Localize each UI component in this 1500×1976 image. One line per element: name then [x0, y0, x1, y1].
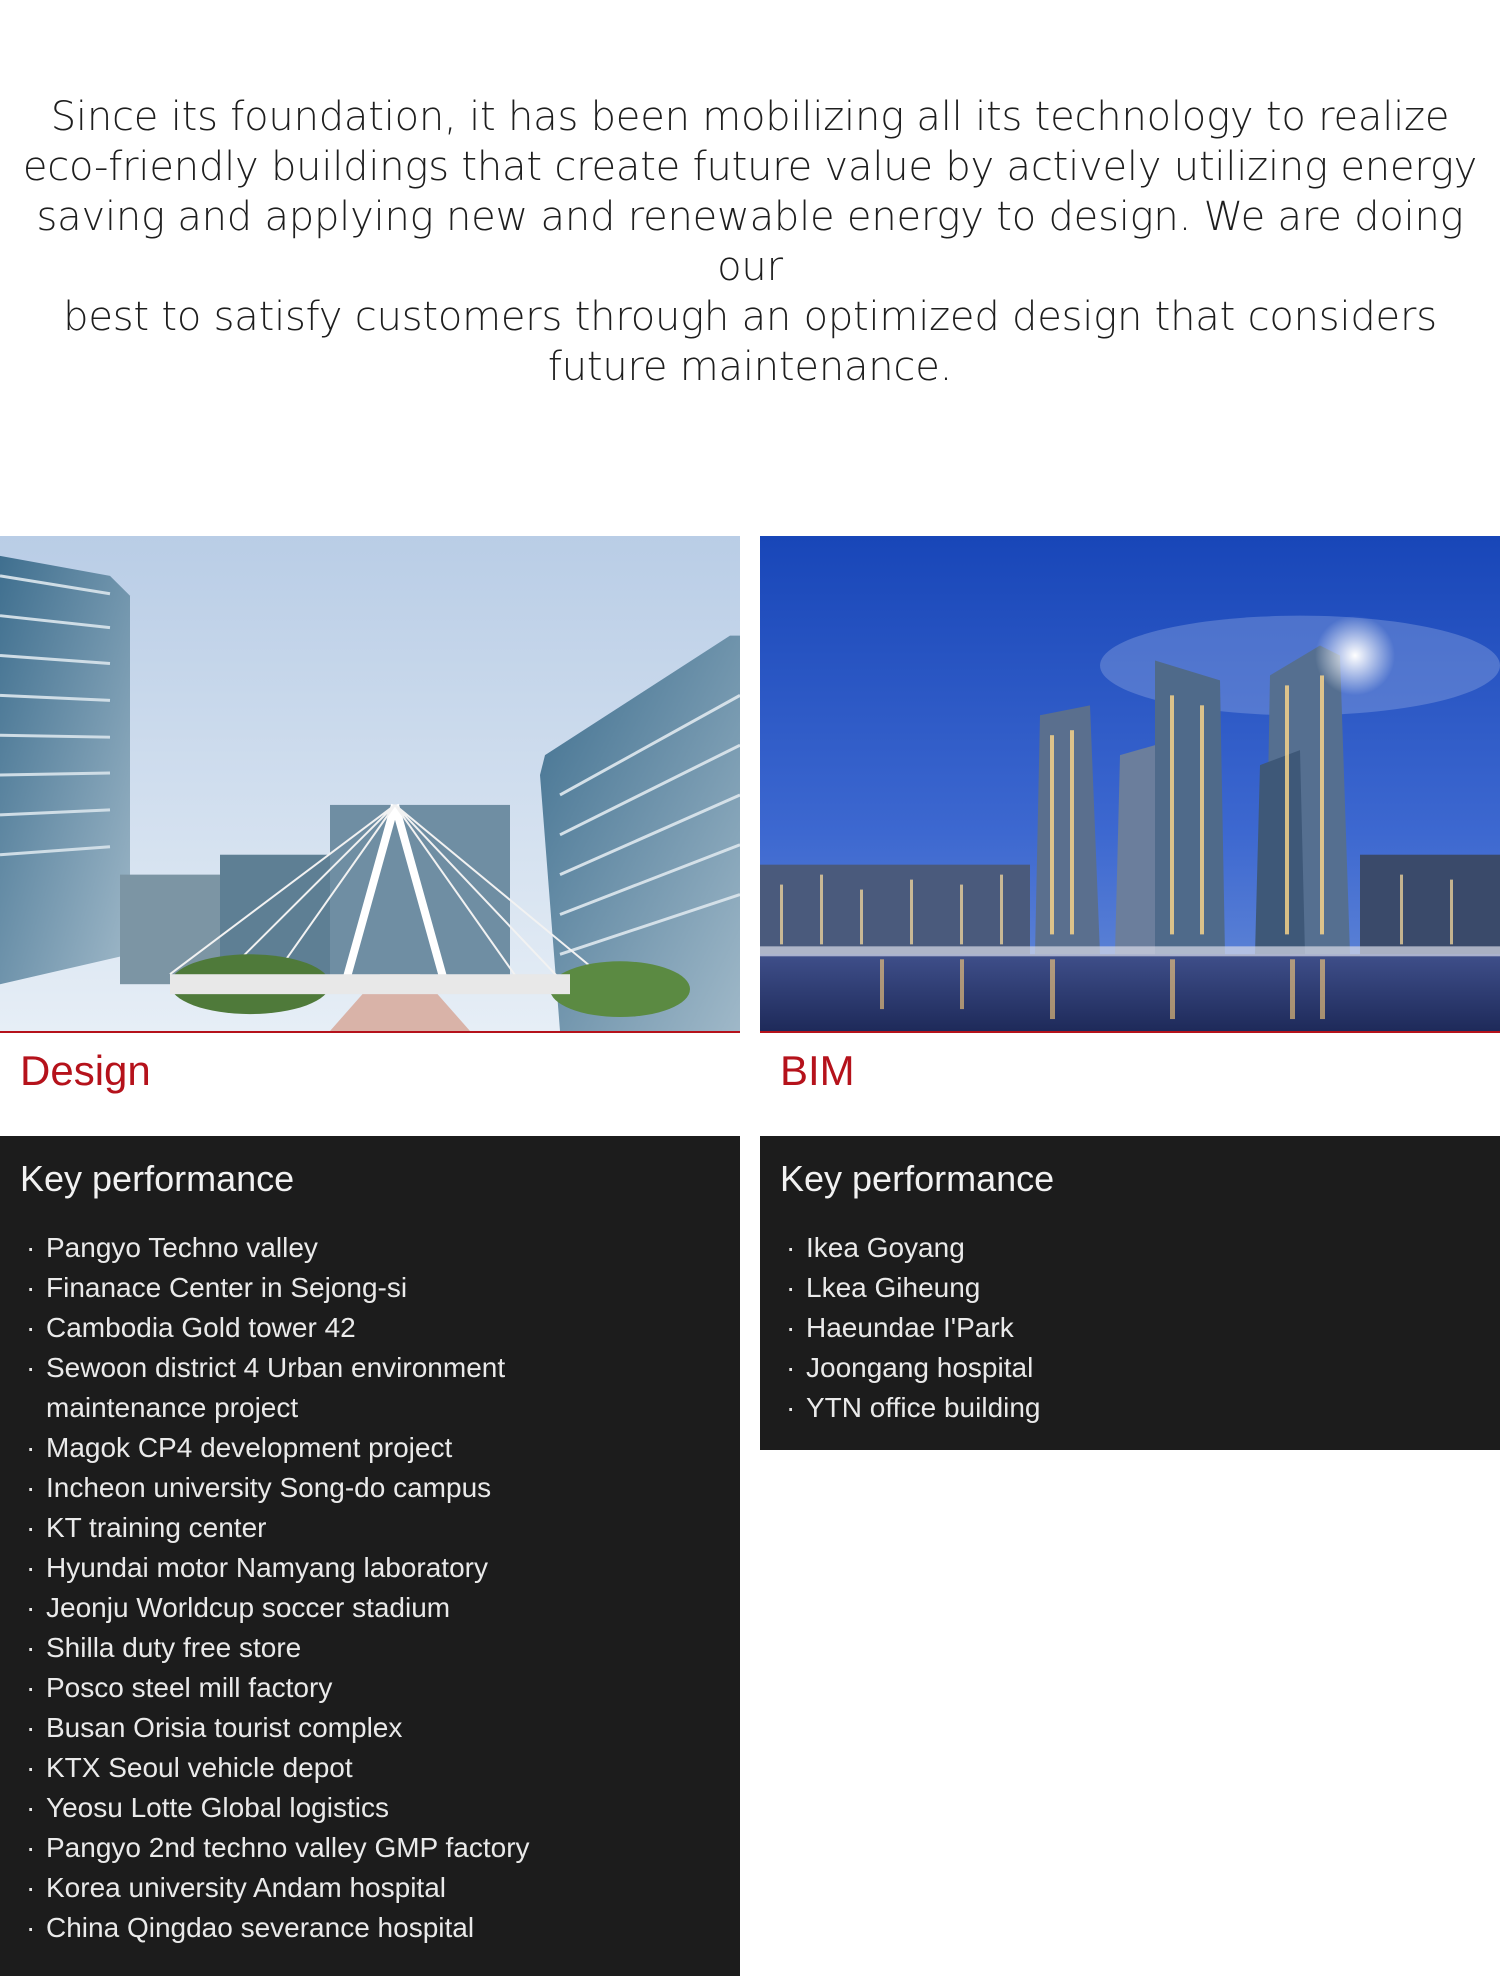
list-item: · China Qingdao severance hospital: [20, 1908, 720, 1948]
list-item: · Korea university Andam hospital: [20, 1868, 720, 1908]
panel-title: Key performance: [20, 1158, 295, 1199]
list-item: · Lkea Giheung: [780, 1268, 1480, 1308]
list-item-continuation: maintenance project: [46, 1392, 299, 1423]
intro-line: best to satisfy customers through an optimized design that considers: [63, 294, 1437, 340]
list-item: · Posco steel mill factory: [20, 1668, 720, 1708]
bim-photo: [760, 536, 1500, 1033]
list-item: · KT training center: [20, 1508, 720, 1548]
design-column: [0, 536, 740, 1976]
list-item: · Pangyo 2nd techno valley GMP factory: [20, 1828, 720, 1868]
list-item: · Busan Orisia tourist complex: [20, 1708, 720, 1748]
list-item: · Pangyo Techno valley: [20, 1228, 720, 1268]
panel-title: Key performance: [780, 1158, 1055, 1199]
list-item: · Haeundae I'Park: [780, 1308, 1480, 1348]
list-item: · Magok CP4 development project: [20, 1428, 720, 1468]
list-item: · Yeosu Lotte Global logistics: [20, 1788, 720, 1828]
performance-list: [780, 1228, 1480, 1428]
bim-heading: BIM: [780, 1047, 855, 1094]
bim-column: [760, 536, 1500, 1450]
intro-line: Since its foundation, it has been mobilizing all its technology to realize: [50, 94, 1450, 140]
list-item: · Joongang hospital: [780, 1348, 1480, 1388]
list-item: · Jeonju Worldcup soccer stadium: [20, 1588, 720, 1628]
intro-line: saving and applying new and renewable energy to design. We are doing our: [36, 194, 1464, 290]
design-key-performance-panel: [0, 1136, 740, 1976]
intro-line: future maintenance.: [547, 344, 953, 390]
design-heading: Design: [20, 1047, 151, 1094]
list-item: · YTN office building: [780, 1388, 1480, 1428]
list-item: · KTX Seoul vehicle depot: [20, 1748, 720, 1788]
intro-line: eco-friendly buildings that create future value by actively utilizing energy: [22, 144, 1478, 190]
list-item: · Incheon university Song-do campus: [20, 1468, 720, 1508]
list-item: · Cambodia Gold tower 42: [20, 1308, 720, 1348]
list-item: · Sewoon district 4 Urban environment: [20, 1348, 720, 1388]
list-item: · Hyundai motor Namyang laboratory: [20, 1548, 720, 1588]
intro-text: [0, 92, 1500, 392]
design-photo: [0, 536, 740, 1033]
bim-key-performance-panel: [760, 1136, 1500, 1450]
list-item: · Ikea Goyang: [780, 1228, 1480, 1268]
list-item: · Finanace Center in Sejong-si: [20, 1268, 720, 1308]
list-item: · Shilla duty free store: [20, 1628, 720, 1668]
performance-list: [20, 1228, 720, 1948]
